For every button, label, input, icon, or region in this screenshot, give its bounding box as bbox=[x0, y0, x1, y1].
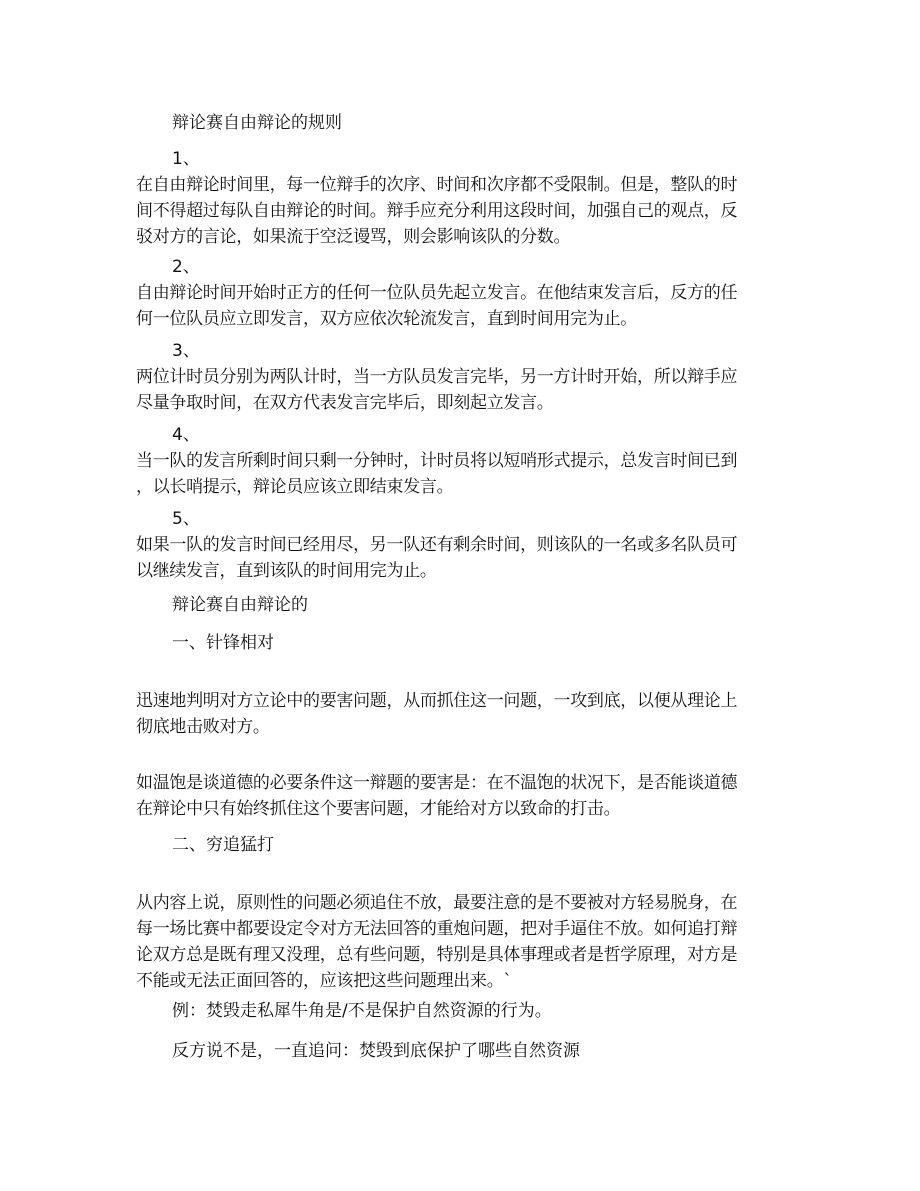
text-line: 两位计时员分别为两队计时，当一方队员发言完毕，另一方计时开始，所以辩手应 bbox=[136, 367, 738, 387]
rule-3-text bbox=[136, 364, 788, 416]
document-title: 辩论赛自由辩论的规则 bbox=[172, 113, 342, 133]
rule-5-number: 5、 bbox=[172, 509, 200, 529]
text-line: 论双方总是既有理又没理，总有些问题，特别是具体事理或者是哲学原理，对方是 bbox=[136, 945, 738, 965]
text-line: 间不得超过每队自由辩论的时间。辩手应充分利用这段时间，加强自己的观点，反 bbox=[136, 201, 738, 221]
rule-3-number: 3、 bbox=[172, 341, 200, 361]
text-line: 不能或无法正面回答的，应该把这些问题理出来。` bbox=[136, 971, 512, 991]
tactic-2-heading: 二、穷追猛打 bbox=[172, 835, 274, 855]
rule-5-text bbox=[136, 532, 788, 584]
text-line: ，以长哨提示，辩论员应该立即结束发言。 bbox=[136, 477, 454, 497]
text-line: 在自由辩论时间里，每一位辩手的次序、时间和次序都不受限制。但是，整队的时 bbox=[136, 175, 738, 195]
rule-4-text bbox=[136, 448, 788, 500]
text-line: 驳对方的言论，如果流于空泛谩骂，则会影响该队的分数。 bbox=[136, 227, 571, 247]
tactic-1-heading: 一、针锋相对 bbox=[172, 633, 274, 653]
text-line: 尽量争取时间，在双方代表发言完毕后，即刻起立发言。 bbox=[136, 393, 554, 413]
text-line: 何一位队员应立即发言，双方应依次轮流发言，直到时间用完为止。 bbox=[136, 309, 637, 329]
rule-1-text bbox=[136, 172, 788, 250]
text-line: 从内容上说，原则性的问题必须追住不放，最要注意的是不要被对方轻易脱身，在 bbox=[136, 893, 738, 913]
followup-line: 反方说不是，一直追问：焚毁到底保护了哪些自然资源 bbox=[172, 1041, 580, 1061]
text-line: 以继续发言，直到该队的时间用完为止。 bbox=[136, 561, 437, 581]
example-line: 例：焚毁走私犀牛角是/不是保护自然资源的行为。 bbox=[172, 1001, 552, 1021]
rule-2-text bbox=[136, 280, 788, 332]
tactic-2-paragraph-1 bbox=[136, 890, 788, 994]
text-line: 自由辩论时间开始时正方的任何一位队员先起立发言。在他结束发言后，反方的任 bbox=[136, 283, 738, 303]
text-line: 如果一队的发言时间已经用尽，另一队还有剩余时间，则该队的一名或多名队员可 bbox=[136, 535, 738, 555]
tactic-1-paragraph-1 bbox=[136, 688, 788, 740]
rule-2-number: 2、 bbox=[172, 257, 200, 277]
text-line: 如温饱是谈道德的必要条件这一辩题的要害是：在不温饱的状况下，是否能谈道德 bbox=[136, 773, 738, 793]
text-line: 每一场比赛中都要设定令对方无法回答的重炮问题，把对手逼住不放。如何追打辩 bbox=[136, 919, 738, 939]
text-line: 彻底地击败对方。 bbox=[136, 717, 270, 737]
rule-1-number: 1、 bbox=[172, 149, 200, 169]
section-title: 辩论赛自由辩论的 bbox=[172, 595, 308, 615]
text-line: 迅速地判明对方立论中的要害问题，从而抓住这一问题，一攻到底，以便从理论上 bbox=[136, 691, 738, 711]
rule-4-number: 4、 bbox=[172, 425, 200, 445]
tactic-1-paragraph-2 bbox=[136, 770, 788, 822]
text-line: 在辩论中只有始终抓住这个要害问题，才能给对方以致命的打击。 bbox=[136, 799, 621, 819]
text-line: 当一队的发言所剩时间只剩一分钟时，计时员将以短哨形式提示，总发言时间已到 bbox=[136, 451, 738, 471]
